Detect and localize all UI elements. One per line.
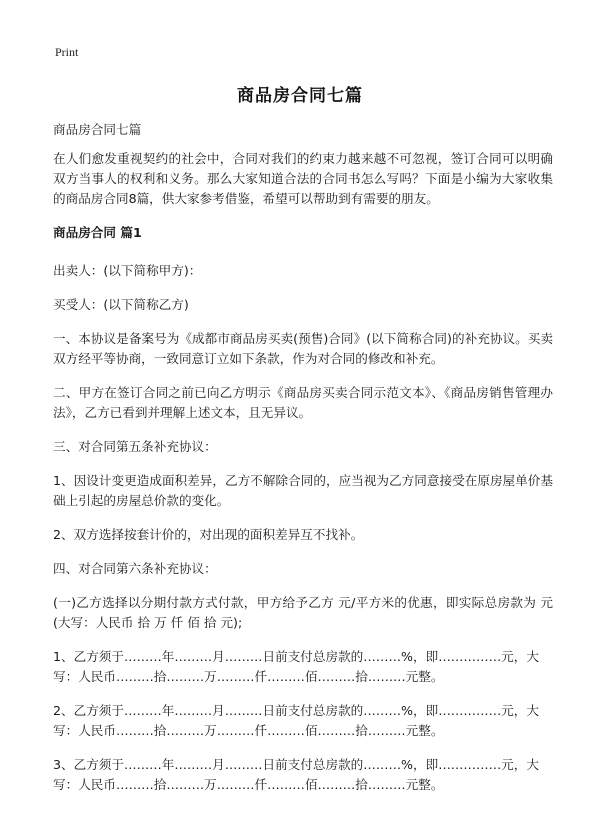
- payment-item-3: 3、乙方须于………年………月………日前支付总房款的………%，即……………元，大写：人民币………拾………万………仟………佰………拾………元整。: [53, 757, 539, 792]
- print-label: Print: [55, 45, 79, 59]
- payment-item-1: 1、乙方须于………年………月………日前支付总房款的………%，即……………元，大写：人民币………拾………万………仟………佰………拾………元整。: [53, 649, 539, 684]
- clause-3-item-2: 2、双方选择按套计价的，对出现的面积差异互不找补。: [53, 527, 364, 542]
- clause-3-item-1: 1、因设计变更造成面积差异，乙方不解除合同的，应当视为乙方同意接受在原房屋单价基础上引起的房屋总价款的变化。: [53, 473, 553, 508]
- clause-4-item-a: (一)乙方选择以分期付款方式付款，甲方给予乙方 元/平方米的优惠，即实际总房款为 元(大写：人民币 拾 万 仟 佰 拾 元);: [53, 595, 553, 630]
- document-body: [53, 120, 553, 809]
- clause-3: 三、对合同第五条补充协议：: [53, 439, 217, 454]
- section-heading: 商品房合同 篇1: [53, 225, 142, 240]
- document-title: 商品房合同七篇: [237, 86, 363, 106]
- document-subtitle: 商品房合同七篇: [53, 122, 142, 137]
- payment-item-2: 2、乙方须于………年………月………日前支付总房款的………%，即……………元，大写：人民币………拾………万………仟………佰………拾………元整。: [53, 703, 539, 738]
- intro-paragraph: 在人们愈发重视契约的社会中，合同对我们的约束力越来越不可忽视，签订合同可以明确双方当事人的权利和义务。那么大家知道合法的合同书怎么写吗？下面是小编为大家收集的商品房合同8篇，供大家参考借鉴，希望可以帮助到有需要的朋友。: [53, 151, 553, 206]
- clause-1: 一、本协议是备案号为《成都市商品房买卖(预售)合同》(以下简称合同)的补充协议。买卖双方经平等协商，一致同意订立如下条款，作为对合同的修改和补充。: [53, 331, 553, 366]
- clause-4: 四、对合同第六条补充协议：: [53, 561, 217, 576]
- buyer-line: 买受人：(以下简称乙方): [53, 297, 189, 312]
- clause-2: 二、甲方在签订合同之前已向乙方明示《商品房买卖合同示范文本》、《商品房销售管理办法》，乙方已看到并理解上述文本，且无异议。: [53, 385, 553, 420]
- seller-line: 出卖人：(以下简称甲方)：: [53, 263, 202, 278]
